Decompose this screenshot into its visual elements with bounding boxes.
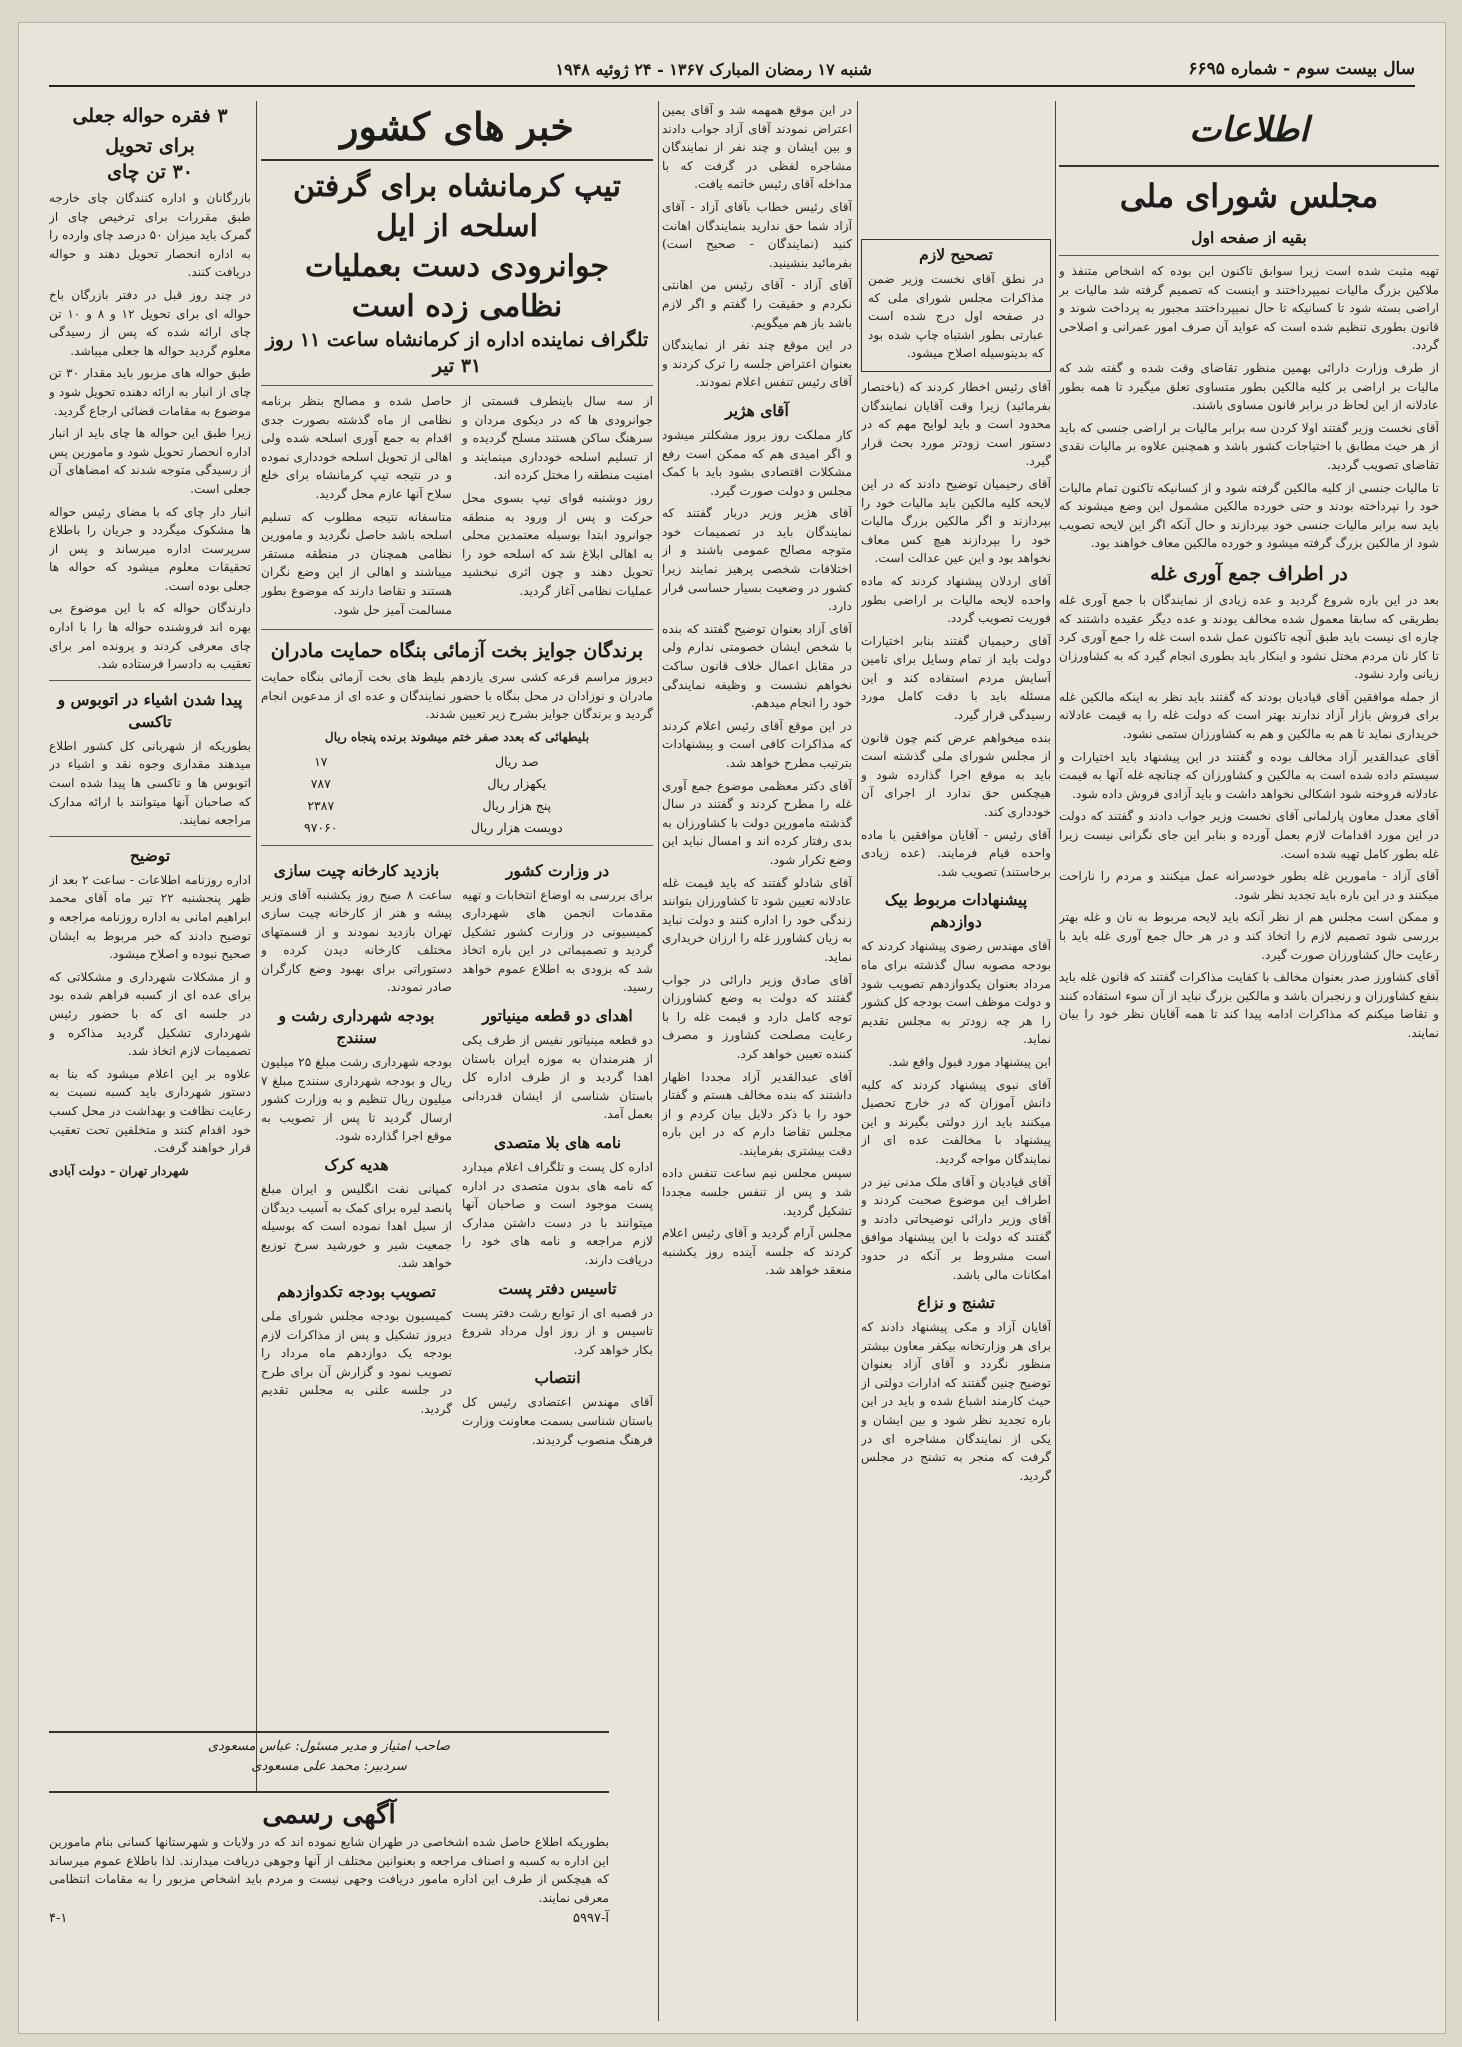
notice-title: آگهی رسمی	[262, 1800, 396, 1830]
paragraph: آقای رئیس اخطار کردند که (باختصار بفرمائید) زیرا وقت آقایان نمایندگان محدود است و باید لوایح مهم که در دستور است زودتر مورد بحث قرار گیرد.	[861, 379, 1051, 469]
paragraph: برای بررسی به اوضاع انتخابات و تهیه مقدمات انجمن های شهرداری کمیسیونی در وزارت کشور تشکیل گردید و تصمیماتی در این باره اتخاذ شد که بزودی به اطلاع عموم خواهد رسید.	[462, 887, 653, 995]
section-heading: اهدای دو قطعه مینیاتور	[482, 1006, 633, 1026]
paragraph: آقای عبدالقدیر آزاد مخالف بوده و گفتند در این پیشنهاد باید اختیارات و سیستم داده شده است به مالکین و کشاورزان که چنانچه غله آنها به قیمت عادلانه فروخته شود اشکالی نخواهد داشت و باید آزادی فروش داده شود.	[1059, 749, 1439, 801]
paragraph: آقای آزاد - آقای رئیس من اهانتی نکردم و حقیقت را گفتم و اگر لازم باشد باز هم میگویم.	[662, 278, 852, 330]
headline: ۳۰ تن چای	[107, 161, 193, 183]
notice-code-left: ۴-۱	[49, 1911, 68, 1927]
section-heading: تاسیس دفتر پست	[498, 1278, 617, 1298]
ticket-number: ۱۷	[314, 753, 328, 769]
paragraph: کمپانی نفت انگلیس و ایران مبلغ پانصد لیره برای کمک به آسیب دیدگان از سیل اهدا نموده است که بوسیله جمعیت شیر و خورشید سرخ توزیع خواهد شد.	[261, 1182, 452, 1271]
correction-title: تصحیح لازم	[919, 245, 993, 264]
paragraph: زیرا طبق این حواله ها چای باید از انبار اداره انحصار تحویل شود و مامورین پس از رسیدگی متوجه شدند که امضاهای آن جعلی است.	[49, 426, 251, 496]
paragraph: اداره روزنامه اطلاعات - ساعت ۲ بعد از ظهر پنجشنبه ۲۲ تیر ماه آقای محمد ابراهیم امانی به اداره روزنامه مراجعه و توضیح دادند که خبر مربوط به ایشان صحیح نبوده و اصلاح میشود.	[49, 872, 251, 962]
divider	[49, 680, 251, 681]
prize-row	[261, 795, 653, 817]
two-col-block	[261, 392, 653, 623]
correction-box	[861, 239, 1051, 372]
section-heading: در وزارت کشور	[505, 860, 610, 880]
headline: جوانرودی دست بعملیات نظامی زده است	[305, 249, 609, 324]
paragraph: بعد در این باره شروع گردید و عده زیادی از نمایندگان با جمع آوری غله بطریقی که سابقا معمول شده مخالف بودند و عده دیگر عقیده داشتند که چاره ای نیست باید طبق آنچه تاکنون عمل شده است غله را جمع آوری کرد تا کار نان مردم مختل نشود و اینکار باید بطوری انجام گیرد که به کشاورزان زیانی وارد نشود.	[1059, 592, 1439, 682]
paragraph: آقای اردلان پیشنهاد کردند که ماده واحده لایحه مالیات بر اراضی بطور فوریت تصویب گردد.	[861, 573, 1051, 626]
paragraph: در قصبه ای از توابع رشت دفتر پست تاسیس و از روز اول مرداد شروع بکار خواهد کرد.	[462, 1305, 653, 1357]
signoff: شهردار تهران - دولت آبادی	[49, 1163, 189, 1178]
subcolumn	[462, 852, 653, 1454]
issue-date: شنبه ۱۷ رمضان المبارک ۱۳۶۷ - ۲۴ ژوئیه ۱۹۴۸	[555, 59, 872, 79]
section-heading: تشنج و نزاع	[917, 1293, 995, 1313]
paragraph: متاسفانه نتیجه مطلوب که تسلیم اسلحه باشد حاصل نگردید و مامورین نظامی همچنان در منطقه مستقر میباشند و اهالی از این وضع نگران هستند و تقاضا دارند که موضوع بطور مسالمت آمیز حل شود.	[261, 509, 452, 617]
ticket-number: ۹۷۰۶۰	[303, 819, 338, 835]
divider	[1059, 255, 1439, 256]
divider	[261, 845, 653, 846]
ticket-number: ۲۳۸۷	[307, 797, 335, 813]
prize-amount: صد ریال	[495, 753, 539, 769]
paragraph: آقای عبدالقدیر آزاد مجددا اظهار داشتند که بنده مخالف هستم و گفتار خود را با ذکر دلایل بیان کردم و از مجلس تقاضا دارم که در این باره دقت بیشتری بفرمایند.	[662, 1069, 852, 1158]
masthead	[49, 53, 1415, 87]
notice-codes	[49, 1911, 609, 1926]
section-heading: برندگان جوایز بخت آزمائی بنگاه حمایت مادران	[270, 640, 644, 663]
paragraph: تهیه مثبت شده است زیرا سوابق تاکنون این بوده که اشخاص متنفذ و ملاکین بزرگ مالیات نمیپرداختند و اینست که تصمیم گرفته شد مالیات بر اراضی بسته شود تا کسانیکه تا حال نمیپرداختند مجبور به پرداخت شوند و قانون بطوری تنظیم شده است که عواید آن صرف امور عمرانی و اصلاحی گردد.	[1059, 264, 1439, 353]
correction-text: در نطق آقای نخست وزیر ضمن مذاکرات مجلس شورای ملی که در صفحه اول درج شده است عبارتی بطور اشتباه چاپ شده بود که بدینوسیله اصلاح میشود.	[868, 272, 1044, 361]
prize-row	[261, 751, 653, 773]
prize-row	[261, 817, 653, 839]
paragraph: در این موقع آقای رئیس اعلام کردند که مذاکرات کافی است و پیشنهادات بترتیب مطرح خواهد شد.	[662, 718, 852, 770]
notice-code-right: آ-۵۹۹۷	[573, 1911, 609, 1927]
prize-amount: یکهزار ریال	[487, 775, 547, 791]
news-section-title: خبر های کشور	[340, 104, 574, 149]
paragraph: آقای رحیمیان توضیح دادند که در این لایحه کلیه مالکین باید مالیات خود را بپردازند و اگر مالکین بزرگ مالیات خود را بپردازند هیچ کس معاف نخواهد بود و این عین عدالت است.	[861, 476, 1051, 566]
paragraph: انبار دار چای که با مضای رئیس حواله ها مشکوک میگردد و جریان را باطلاع سرپرست اداره میرساند و پس از تحقیقات معلوم میشود که حواله ها جعلی بوده است.	[49, 504, 251, 593]
section-heading: بازدید کارخانه چیت سازی	[273, 860, 440, 880]
prize-table	[261, 751, 653, 839]
paragraph: دارندگان حواله که با این موضوع بی بهره اند فروشنده حواله ها را با اداره چای معرفی کردند و پرونده امر برای تعقیب به دادسرا فرستاده شد.	[49, 601, 251, 672]
paragraph: در این موقع همهمه شد و آقای یمین اعتراض نمودند آقای آزاد جواب دادند و بین ایشان و چند نفر از نمایندگان مشاجره لفظی در گرفت که با مداخله آقای رئیس خاتمه یافت.	[662, 103, 852, 192]
paragraph: روز دوشنبه قوای تیپ بسوی محل حرکت و پس از ورود به منطقه جوانرود ابتدا بوسیله معتمدین محلی به اهالی ابلاغ شد که اسلحه خود را تحویل دهند و چون اثری نبخشید عملیات نظامی آغاز گردید.	[462, 490, 653, 598]
paragraph: سپس مجلس نیم ساعت تنفس داده شد و پس از تنفس جلسه مجددا تشکیل گردید.	[662, 1166, 852, 1218]
paragraph: در چند روز قبل در دفتر بازرگان باخ حواله ای برای تحویل ۱۲ و ۸ و ۱۰ تن چای ارائه شده که پس از رسیدگی معلوم گردید حواله ها جعلی میباشد.	[49, 287, 251, 358]
paragraph: دو قطعه مینیاتور نفیس از طرف یکی از هنرمندان به موزه ایران باستان اهدا گردید و از طرف اداره کل باستان شناسی از ایشان قدردانی بعمل آمد.	[462, 1033, 653, 1122]
headline: برای تحویل	[105, 135, 195, 157]
paragraph: بودجه شهرداری رشت مبلغ ۲۵ میلیون ریال و بودجه شهرداری سنندج مبلغ ۷ میلیون ریال تنظیم و به وزارت کشور ارسال گردید تا پس از تصویب به موقع اجرا گذارده شود.	[261, 1055, 453, 1144]
paragraph: آقای نبوی پیشنهاد کردند که کلیه دانش آموزان که در خارج تحصیل میکنند باید ارز دولتی بگیرند و این پیشنهاد با مخالفت عده ای از نمایندگان مواجه گردید.	[861, 1077, 1051, 1166]
parliament-column	[1059, 101, 1439, 2021]
newspaper-logo: اطلاعات	[1189, 110, 1309, 150]
paragraph: از طرف وزارت دارائی بهمین منظور تقاضای وقت شده و گفته شد که مالیات بر اراضی بر کلیه مالکین بطور متساوی تعلق میگیرد تا همه بطور عادلانه از این لحاظ در برابر قانون مساوی باشند.	[1059, 360, 1439, 413]
prize-row	[261, 773, 653, 795]
section-heading: پیدا شدن اشیاء در اتوبوس و تاکسی	[57, 689, 243, 731]
column-rule	[1055, 101, 1056, 2021]
table-caption: بلیطهائی که بعدد صفر ختم میشوند برنده پنجاه ریال	[324, 729, 590, 744]
divider	[49, 836, 251, 837]
paragraph: آقای رحیمیان گفتند بنابر اختیارات دولت باید از تمام وسایل برای تامین آسایش مردم استفاده کند و این مسئله باید با دقت کامل مورد رسیدگی قرار گیرد.	[861, 633, 1051, 723]
section-heading: انتصاب	[534, 1368, 581, 1388]
paragraph: آقایان آزاد و مکی پیشنهاد دادند که برای هر وزارتخانه بیکفر معاون بیشتر منظور نگردد و آقای آزاد بعنوان توضیح چنین گفتند که ادارات دولتی از حیث کارمند اشباع شده و باید در این باره تجدید نظر شود و بین ایشان و یکی از نمایندگان مشاجره ای در گرفت که منجر به تشنج در مجلس گردید.	[861, 1320, 1051, 1483]
paragraph: آقای قیادیان و آقای ملک مدنی نیز در اطراف این موضوع صحبت کردند و آقای وزیر دارائی توضیحاتی دادند و گفتند که دولت با این پیشنهاد موافق است مشروط بر آنکه در حدود امکانات مالی باشد.	[861, 1174, 1051, 1282]
misc-news-column	[49, 101, 251, 1791]
paragraph: بطوریکه از شهربانی کل کشور اطلاع میدهند مقداری وجوه نقد و اشیاء در اتوبوس ها و تاکسی ها پیدا شده است که صاحبان آنها میتوانند با ارائه مدارک مراجعه نمایند.	[49, 738, 251, 828]
notice-text: بطوریکه اطلاع حاصل شده اشخاصی در طهران شایع نموده اند که در ولایات و شهرستانها کسانی بنام مامورین این اداره به کسبه و اصناف مراجعه و بعنوانین مختلف از آنها وجوهی دریافت میدارند. لذا باطلاع عموم میرساند که هیچکس از طرف این اداره مامور دریافت وجهی نیست و مردم باید اشخاص مزبور را به مقامات انتظامی معرفی نمایند.	[49, 1835, 609, 1905]
paragraph: طبق حواله های مزبور باید مقدار ۳۰ تن چای از انبار به ارائه دهنده تحویل شود و موضوع به مقامات قضائی ارجاع گردید.	[49, 366, 251, 418]
paragraph: آقای رئیس خطاب بآقای آزاد - آقای آزاد شما حق ندارید بنمایندگان اهانت کنید (نمایندگان - صحیح است) بفرمائید بنشینید.	[662, 199, 852, 270]
paragraph: اداره کل پست و تلگراف اعلام میدارد که نامه های بدون متصدی در اداره پست موجود است و صاحبان آنها میتوانند با در دست داشتن مدارک لازم مراجعه و نامه های خود را دریافت دارند.	[462, 1160, 653, 1267]
parliament-title: مجلس شورای ملی	[1119, 177, 1379, 215]
paragraph: مجلس آرام گردید و آقای رئیس اعلام کردند که جلسه آینده روز یکشنبه منعقد خواهد شد.	[662, 1226, 852, 1278]
paragraph: آقای نخست وزیر گفتند اولا کردن سه برابر مالیات بر اراضی جنسی که باید از هر حیث مطابق با احتیاجات کشور باشد و همچنین علاوه بر مالیات نقدی تقاضای تصویب گردید.	[1059, 420, 1439, 472]
ticket-number: ۷۸۷	[310, 775, 331, 791]
prize-amount: دویست هزار ریال	[470, 819, 563, 835]
subcolumn	[462, 392, 653, 623]
section-heading: در اطراف جمع آوری غله	[1150, 562, 1348, 585]
editor-line: سردبیر: محمد علی مسعودی	[251, 1759, 407, 1774]
paragraph: آقای صادق وزیر دارائی در جواب گفتند که دولت به وضع کشاورزان توجه کامل دارد و قیمت غله را با رعایت مصلحت کشاورز و مصرف کننده تعیین خواهد کرد.	[662, 972, 852, 1061]
paragraph: از جمله موافقین آقای قیادیان بودند که گفتند باید نظر به اینکه مالکین غله برای فروش بازار آزاد ندارند بهتر است که دولت غله را به قیمت عادلانه خریداری نماید تا هم به مالکین و هم به کشاورزان ستمی نشود.	[1059, 689, 1439, 742]
paragraph: آقای مهندس اعتضادی رئیس کل باستان شناسی بسمت معاونت وزارت فرهنگ منصوب گردیدند.	[462, 1395, 653, 1447]
paragraph: دیروز مراسم قرعه کشی سری یازدهم بلیط های بخت آزمائی بنگاه حمایت مادران و نوزادان در محل بنگاه با حضور نمایندگان و عده ای از مدعوین انجام گردید و برندگان جوایز بشرح زیر تعیین شدند.	[261, 670, 653, 722]
paragraph: آقای دکتر معظمی موضوع جمع آوری غله را مطرح کردند و گفتند در سال گذشته مامورین دولت با کشاورزان به بدی رفتار کرده اند و امسال نباید این وضع تکرار شود.	[662, 778, 852, 867]
divider	[261, 385, 653, 386]
parliament-column-3	[662, 101, 852, 2021]
paragraph: و ممکن است مجلس هم از نظر آنکه باید لایحه مربوط به نان و غله بهتر بررسی شود تصمیم لازم را اتخاذ کند و در هر حال جمع آوری غله باید با رعایت حال کشاورزان صورت گیرد.	[1059, 910, 1439, 962]
paragraph: آقای مهندس رضوی پیشنهاد کردند که بودجه مصوبه سال گذشته برای ماه مرداد بعنوان یکدوازدهم تصویب شود و دولت موظف است بودجه کل کشور را هر چه زودتر به مجلس تقدیم نماید.	[861, 939, 1051, 1047]
column-rule	[658, 101, 659, 2021]
headline: ۳ فقره حواله جعلی	[72, 105, 228, 127]
publisher-box	[49, 1731, 609, 1787]
divider	[261, 159, 653, 161]
subcolumn	[261, 852, 452, 1454]
paragraph: بنده میخواهم عرض کنم چون قانون از مجلس شورای ملی گذشته است باید به موقع اجرا گذارده شود و هیچکس حق ندارد از اجرای آن خودداری کند.	[861, 730, 1051, 820]
divider	[1059, 165, 1439, 167]
paragraph: آقای هژیر وزیر دربار گفتند که نمایندگان باید در تصمیمات خود متوجه مصالح عمومی باشند و از اختلافات شخصی پرهیز نمایند زیرا کشور در وضعیت بسیار حساسی قرار دارد.	[662, 506, 852, 614]
issue-number: سال بیست سوم - شماره ۶۶۹۵	[1188, 59, 1415, 79]
section-heading: هدیه کرک	[324, 1155, 389, 1175]
parliament-subtitle: بقیه از صفحه اول	[1191, 228, 1307, 247]
two-col-block	[261, 852, 653, 1454]
paragraph: از سه سال باینطرف قسمتی از جوانرودی ها که در دیکوی مردان و سرهنگ ساکن هستند مسلح گردیده و از تسلیم اسلحه خودداری مینمایند و امنیت منطقه را مختل کرده اند.	[462, 394, 653, 483]
paragraph: در این موقع چند نفر از نمایندگان بعنوان اعتراض جلسه را ترک کردند و آقای رئیس تنفس اعلام نمودند.	[662, 338, 852, 390]
paragraph: آقای رئیس - آقایان موافقین با ماده واحده قیام فرمایند. (عده زیادی برخاستند) تصویب شد.	[861, 827, 1051, 879]
paragraph: آقای معدل معاون پارلمانی آقای نخست وزیر جواب دادند و گفتند که دولت در این مورد اقدامات لازم بعمل آورده و بنابر این جای نگرانی نیست زیرا غله بطور کامل تهیه شده است.	[1059, 809, 1439, 861]
paragraph: این پیشنهاد مورد قبول واقع شد.	[888, 1054, 1051, 1069]
headline: تیپ کرمانشاه برای گرفتن اسلحه از ایل	[293, 169, 621, 244]
domestic-news-column	[261, 101, 653, 1791]
paragraph: آقای آزاد بعنوان توضیح گفتند که بنده با شخص ایشان خصومتی ندارم ولی در مقابل اعمال خلاف قانون ساکت نخواهم نشست و وظیفه نمایندگی خود را انجام میدهم.	[662, 621, 852, 711]
paragraph: کار مملکت روز بروز مشکلتر میشود و اگر امیدی هم که ممکن است رفع مشکلات اقتصادی بشود باید با کمک مجلس و دولت صورت گیرد.	[662, 427, 852, 498]
paragraph: حاصل شده و مصالح بنظر برنامه نظامی از ماه گذشته بصورت جدی اقدام به جمع آوری اسلحه شده ولی اهالی از تحویل اسلحه خودداری نموده و در نتیجه تیپ کرمانشاه برای خلع سلاح آنها عازم محل گردید.	[261, 394, 452, 501]
official-notice	[49, 1791, 609, 2005]
paragraph: کمیسیون بودجه مجلس شورای ملی دیروز تشکیل و پس از مذاکرات لازم بودجه یک دوازدهم ماه مرداد را تصویب نمود و گزارش آن برای طرح در جلسه علنی به مجلس تقدیم گردید.	[261, 1309, 452, 1416]
paragraph: و از مشکلات شهرداری و مشکلاتی که برای عده ای از کسبه فراهم شده بود در جلسه ای که با حضور رئیس شهرداری تشکیل گردید مذاکره و تصمیمات لازم اتخاذ شد.	[49, 969, 251, 1059]
section-heading: تصویب بودجه تکدوازدهم	[277, 1282, 436, 1301]
subheadline: تلگراف نماینده اداره از کرمانشاه ساعت ۱۱ روز ۳۱ تیر	[265, 329, 649, 377]
section-heading: پیشنهادات مربوط بیک دوازدهم	[884, 890, 1028, 932]
section-heading: آقای هژیر	[725, 400, 789, 420]
paragraph: آقای آزاد - مامورین غله بطور خودسرانه عمل میکنند و مردم را ناراحت میکنند و در این باره باید تجدید نظر شود.	[1059, 869, 1439, 902]
paragraph: آقای شادلو گفتند که باید قیمت غله عادلانه تعیین شود تا کشاورزان بتوانند زندگی خود را اداره کنند و دولت نباید به زیان کشاورز غله را ارزان خریداری نماید.	[662, 875, 852, 964]
paragraph: علاوه بر این اعلام میشود که بنا به دستور شهرداری باید کسبه نسبت به رعایت نظافت و بهداشت در محل کسب خود اقدام کنند و متخلفین تحت تعقیب قرار خواهند گرفت.	[49, 1066, 251, 1156]
subcolumn	[261, 392, 452, 623]
publisher-line: صاحب امتیاز و مدیر مسئول: عباس مسعودی	[207, 1739, 451, 1754]
paragraph: بازرگانان و اداره کنندگان چای خارجه طبق مقررات برای ترخیص چای از گمرک باید میزان ۵۰ درصد چای وارده را به اداره انحصار تحویل دهند و حواله دریافت کنند.	[49, 191, 251, 280]
parliament-column-2	[861, 101, 1051, 2021]
paragraph: آقای کشاورز صدر بعنوان مخالف با کفایت مذاکرات گفتند که قانون غله باید بنفع کشاورزان و رنجبران باشد و مالکین بزرگ نباید از آن سوء استفاده کنند و تقاضا میکنم که مذاکرات ادامه پیدا کند تا همه آقایان نظر خود را بیان نمایند.	[1059, 970, 1439, 1040]
column-rule	[256, 101, 257, 1791]
divider	[261, 629, 653, 630]
column-rule	[857, 101, 858, 2021]
newspaper-page	[18, 22, 1446, 2034]
section-heading: توضیح	[129, 845, 171, 865]
paragraph: ساعت ۸ صبح روز یکشنبه آقای وزیر پیشه و هنر از کارخانه چیت سازی تهران بازدید نمودند و از قسمتهای مختلف کارخانه دیدن کرده و دستوراتی برای بهبود وضع کارگران صادر نمودند.	[261, 887, 452, 995]
prize-amount: پنج هزار ریال	[482, 797, 552, 813]
paragraph: تا مالیات جنسی از کلیه مالکین گرفته شود و از کسانیکه تاکنون تمام مالیات خود را نپرداخته بودند و حتی خورده مالکین مشمول این وضع میشوند که باید سه برابر مالیات جنسی خود بپردازند و حال آنکه اگر این لایحه تصویب شود از مالکین بزرگ گرفته میشود و خورده مالکین معاف خواهند بود.	[1059, 480, 1439, 551]
section-heading: بودجه شهرداری رشت و سنندج	[278, 1006, 435, 1048]
section-heading: نامه های بلا متصدی	[493, 1133, 622, 1153]
